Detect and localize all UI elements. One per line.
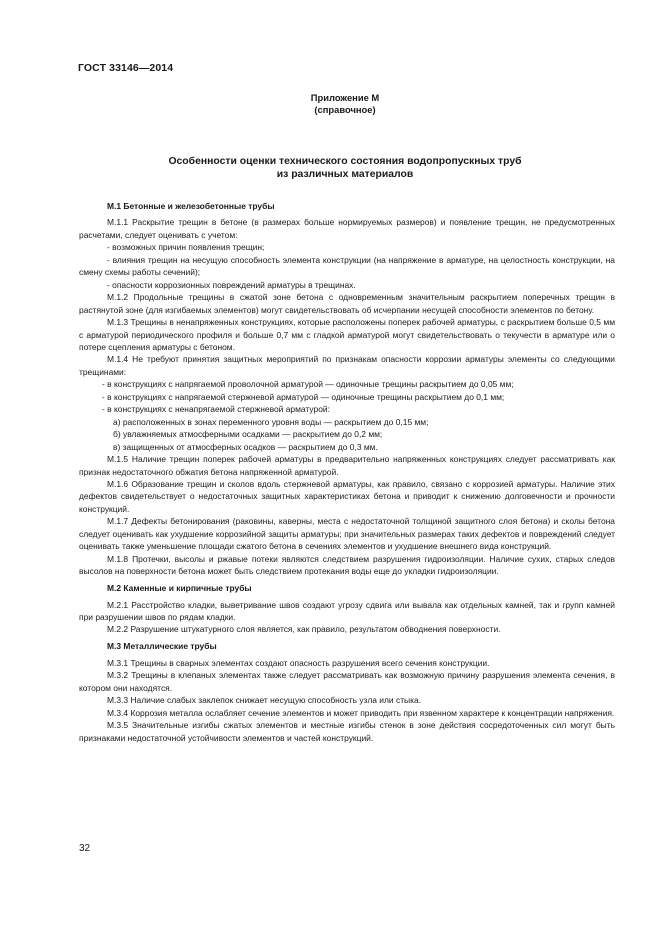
paragraph-m1-8: М.1.8 Протечки, высолы и ржавые потеки являются следствием разрушения гидроизоляции. Наличие сухих, старых следов высолов на поверхности бетона может быть следствием протекания воды еще до укладки гидроизоляции. <box>79 553 615 577</box>
paragraph-m2-1: М.2.1 Расстройство кладки, выветривание швов создают угрозу сдвига или вывала как отдельных камней, так и групп камней при разрушении швов по рядам кладки. <box>79 599 615 622</box>
paragraph-m3-2: М.3.2 Трещины в клепаных элементах также следует рассматривать как возможную причину разрушения элемента сечения, в котором они находятся. <box>79 670 615 693</box>
paragraph-m3-5: М.3.5 Значительные изгибы сжатых элементов и местные изгибы стенок в зоне действия сосредоточенных сил могут быть признаками недостаточной устойчивости элементов и частей конструкций. <box>79 720 615 743</box>
page-number: 32 <box>79 843 91 854</box>
section-title-line-2: из различных материалов <box>276 169 414 180</box>
appendix-title: Приложение М <box>310 92 380 103</box>
list-item: - в конструкциях с напрягаемой проволочной арматурой — одиночные трещины раскрытием до 0,05 мм; <box>102 379 514 390</box>
paragraph-m1-3: М.1.3 Трещины в ненапряженных конструкциях, которые расположены поперек рабочей арматуры, с раскрытием больше 0,5 мм с арматурой периодического профиля и больше 0,7 мм с гладкой арматурой могут свидетельствовать о текучести в арматуре или о потере сцепления арматуры с бетоном. <box>79 317 615 352</box>
paragraph-m1-5: М.1.5 Наличие трещин поперек рабочей арматуры в предварительно напряженных конструкциях следует рассматривать как признак недостаточного обжатия бетона напряженной арматурой. <box>79 454 615 477</box>
section-title-line-1: Особенности оценки технического состояния водопропускных труб <box>168 156 522 167</box>
list-item: - возможных причин появления трещин; <box>107 242 265 253</box>
paragraph-m3-3: М.3.3 Наличие слабых заклепок снижает несущую способность узла или стыка. <box>107 695 422 706</box>
heading-m2: М.2 Каменные и кирпичные трубы <box>107 583 252 594</box>
standard-header: ГОСТ 33146—2014 <box>78 62 174 74</box>
appendix-note: (справочное) <box>314 104 376 115</box>
heading-m1: М.1 Бетонные и железобетонные трубы <box>107 201 275 211</box>
sub-list-item: а) расположенных в зонах переменного уровня воды — раскрытием до 0,15 мм; <box>113 416 429 427</box>
paragraph-m2-2: М.2.2 Разрушение штукатурного слоя является, как правило, результатом обводнения поверхности. <box>107 624 501 635</box>
paragraph-m3-1: М.3.1 Трещины в сварных элементах создают опасность разрушения всего сечения конструкции. <box>107 657 490 668</box>
paragraph-m1-4: М.1.4 Не требуют принятия защитных мероприятий по признакам опасности коррозии арматуры элементы со следующими трещинами: <box>79 354 615 377</box>
paragraph-m1-2: М.1.2 Продольные трещины в сжатой зоне бетона с одновременным значительным раскрытием поперечных трещин в растянутой зоне (для изгибаемых элементов) могут свидетельствовать об исчерпании несущей способности элементов по бетону. <box>79 292 615 315</box>
heading-m3: М.3 Металлические трубы <box>107 641 217 652</box>
list-item: - опасности коррозионных повреждений арматуры в трещинах. <box>107 279 356 290</box>
list-item: - в конструкциях с ненапрягаемой стержневой арматурой: <box>102 404 330 415</box>
list-item: - в конструкциях с напрягаемой стержневой арматурой — одиночные трещины раскрытием до 0,1 мм; <box>102 391 505 402</box>
paragraph-m1-1: М.1.1 Раскрытие трещин в бетоне (в размерах больше нормируемых размеров) и появление трещин, не предусмотренных расчетами, следует оценивать с учетом: <box>79 217 615 240</box>
paragraph-m3-4: М.3.4 Коррозия металла ослабляет сечение элементов и может приводить при язвенном характере к концентрации напряжения. <box>107 707 615 718</box>
paragraph-m1-7: М.1.7 Дефекты бетонирования (раковины, каверны, места с недостаточной толщиной защитного слоя бетона) и сколы бетона следует оценивать как ухудшение коррозийной защиты арматуры; при значительных размерах таких дефектов и повреждений следует оценивать также уменьшение площади сжатого бетона в сечениях элементов и ухудшение внешнего вида конструкций. <box>79 516 615 552</box>
sub-list-item: в) защищенных от атмосферных осадков — раскрытием до 0,3 мм. <box>113 441 378 452</box>
sub-list-item: б) увлажняемых атмосферными осадками — раскрытием до 0,2 мм; <box>113 429 383 440</box>
document-body <box>79 200 615 744</box>
list-item: - влияния трещин на несущую способность элемента конструкции (на напряжение в арматуре, на целостность конструкции, на смену схемы работы сечений); <box>79 254 615 278</box>
paragraph-m1-6: М.1.6 Образование трещин и сколов вдоль стержневой арматуры, как правило, связано с коррозией арматуры. Наличие этих дефектов свидетельствует о недостаточных защитных характеристиках бетона и приводит к снижению долговечности и прочности конструкций. <box>79 478 615 514</box>
